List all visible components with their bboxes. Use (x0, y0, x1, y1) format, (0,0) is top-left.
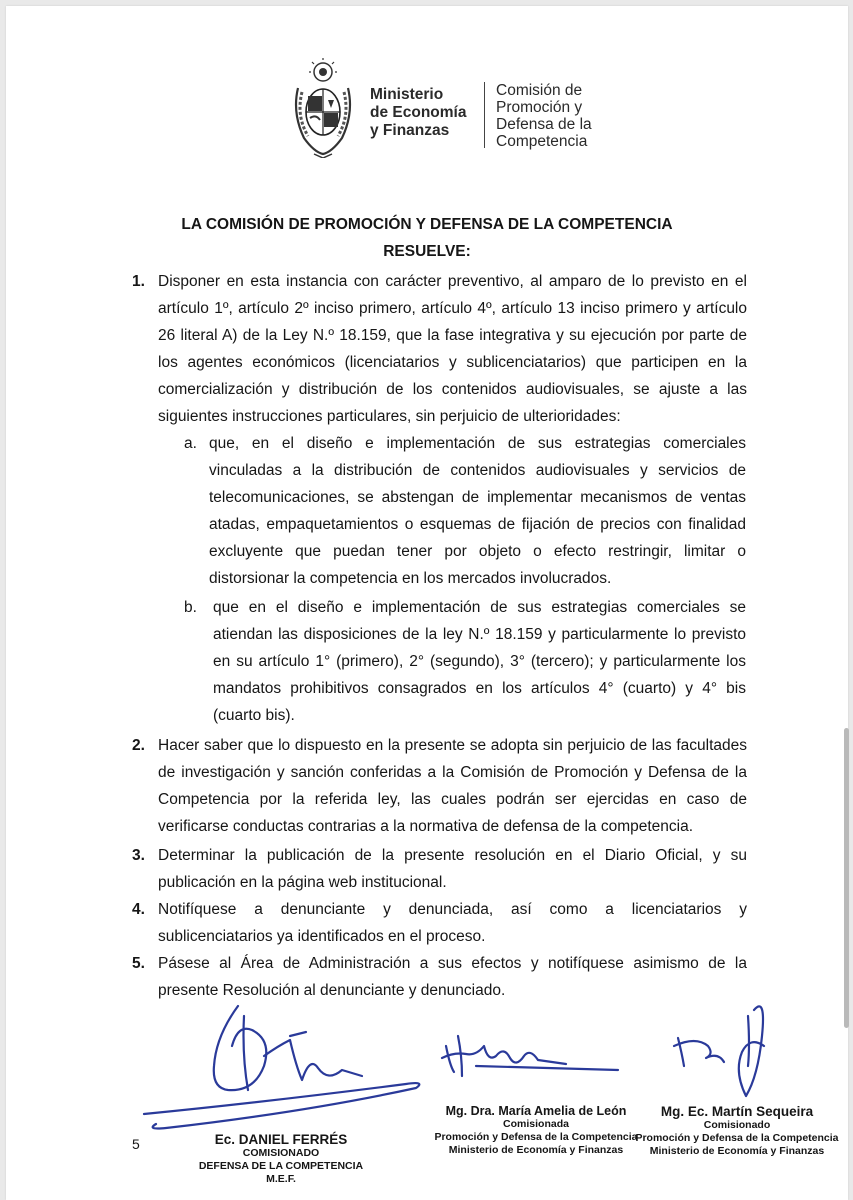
subitem-line: que en el diseño e implementación de sus estrategias comerciales se (213, 599, 746, 616)
signatory-role: DEFENSA DE LA COMPETENCIA (198, 1160, 364, 1172)
item-line: de investigación y sanción conferidas a la Comisión de Promoción y Defensa de la (158, 764, 747, 781)
signature-2-stroke (446, 1046, 454, 1072)
subitem-line: telecomunicaciones, se abstengan de implementar mecanismos de ventas (209, 489, 746, 506)
item-line: siguientes instrucciones particulares, sin perjuicio de ulterioridades: (158, 408, 621, 425)
item-number: 4. (132, 901, 145, 918)
signature-2-stroke (442, 1046, 566, 1064)
signature-3-stroke (678, 1038, 684, 1066)
signatory-role: Ministerio de Economía y Finanzas (649, 1145, 825, 1157)
signature-3-stroke (748, 1016, 749, 1066)
commission-name (496, 82, 592, 150)
signature-1-stroke (264, 1040, 362, 1080)
item-number: 2. (132, 737, 145, 754)
item-line: comercialización y distribución de los contenidos audiovisuales, se ajuste a las (158, 381, 747, 398)
signature-2-stroke (476, 1066, 618, 1070)
item-line: sublicenciatarios ya identificados en el proceso. (158, 928, 486, 945)
document-page (6, 6, 848, 1200)
signatory-name: Ec. DANIEL FERRÉS (214, 1132, 348, 1147)
subitem-line: atadas, empaquetamientos o esquemas de fijación de precios con finalidad (209, 516, 746, 533)
signatory-role: COMISIONADO (242, 1147, 320, 1159)
signatory-name: Mg. Dra. María Amelia de León (445, 1104, 627, 1118)
signature-1-stroke (290, 1032, 306, 1036)
subitem-line: vinculadas a la distribución de contenidos audiovisuales y servicios de (209, 462, 746, 479)
subitem-line: excluyente que puedan tener por objeto o efecto restringir, limitar o (209, 543, 746, 560)
subitem-line: que, en el diseño e implementación de sus estrategias comerciales (209, 435, 746, 452)
header-divider (484, 82, 485, 148)
item-line: Competencia por la referida ley, las cuales podrán ser ejercidas en caso de (158, 791, 747, 808)
item-line: Notifíquese a denunciante y denunciada, así como a licenciatarios y (158, 901, 747, 918)
item-line: verificarse conductas contrarias a la normativa de defensa de la competencia. (158, 818, 694, 835)
ministry-line: de Economía (370, 104, 467, 121)
signatory-role: Ministerio de Economía y Finanzas (448, 1144, 624, 1156)
signatory-role: Promoción y Defensa de la Competencia (635, 1132, 839, 1144)
commission-line: Comisión de (496, 82, 583, 99)
signatory-role: M.E.F. (266, 1173, 296, 1185)
subitem-letter: a. (184, 435, 197, 452)
ministry-line: y Finanzas (370, 122, 450, 139)
signatory-role: Promoción y Defensa de la Competencia (434, 1131, 638, 1143)
commission-line: Promoción y (496, 99, 583, 116)
signatory-name: Mg. Ec. Martín Sequeira (660, 1104, 814, 1119)
resolution-heading: LA COMISIÓN DE PROMOCIÓN Y DEFENSA DE LA COMPETENCIA (181, 216, 673, 233)
item-line: presente Resolución al denunciante y denunciado. (158, 982, 506, 999)
signature-1-stroke (214, 1006, 267, 1090)
item-line: Determinar la publicación de la presente resolución en el Diario Oficial, y su (158, 847, 747, 864)
signature-1-stroke (244, 1016, 249, 1090)
subitem-line: en su artículo 1° (primero), 2° (segundo), 3° (tercero); y particularmente los (213, 653, 746, 670)
signature-1-stroke (144, 1083, 419, 1128)
resolves-heading: RESUELVE: (383, 243, 471, 260)
page-number: 5 (132, 1136, 140, 1152)
signatory-role: Comisionada (503, 1118, 569, 1130)
item-line: 26 literal A) de la Ley N.º 18.159, que la fase integrativa y su ejecución por parte de (158, 327, 747, 344)
ministry-name (370, 86, 466, 140)
scrollbar[interactable] (844, 728, 849, 1028)
item-number: 3. (132, 847, 145, 864)
item-number: 1. (132, 273, 145, 290)
item-line: publicación en la página web institucional. (158, 874, 447, 891)
signature-block-3 (634, 1104, 840, 1158)
subitem-line: (cuarto bis). (213, 707, 295, 724)
subitem-line: mandatos prohibitivos consagrados en los artículos 4° (cuarto) y 4° bis (213, 680, 746, 697)
commission-line: Competencia (496, 133, 588, 150)
signature-2-stroke (458, 1036, 462, 1076)
item-number: 5. (132, 955, 145, 972)
signatory-role: Comisionado (703, 1119, 771, 1131)
item-line: Disponer en esta instancia con carácter preventivo, al amparo de lo previsto en el (158, 273, 747, 290)
item-line: artículo 1º, artículo 2º inciso primero, artículo 4º, artículo 13 inciso primero y artículo (158, 300, 747, 317)
letterhead (284, 58, 624, 168)
signature-3-stroke (674, 1041, 724, 1062)
subitem-line: distorsionar la competencia en los mercados involucrados. (209, 570, 612, 587)
subitem-line: atiendan las disposiciones de la ley N.º 18.159 y particularmente lo previsto (213, 626, 746, 643)
item-line: Pásese al Área de Administración a sus efectos y notifíquese asimismo de la (158, 955, 747, 972)
signature-3-stroke (739, 1006, 764, 1096)
item-line: los agentes económicos (licenciatarios y sublicenciatarios) que participen en la (158, 354, 747, 371)
ministry-line: Ministerio (370, 86, 444, 103)
signature-block-1 (181, 1132, 381, 1186)
coat-of-arms-icon (284, 58, 362, 158)
item-line: Hacer saber que lo dispuesto en la presente se adopta sin perjuicio de las facultades (158, 737, 747, 754)
signature-block-2 (426, 1104, 646, 1157)
commission-line: Defensa de la (496, 116, 592, 133)
subitem-letter: b. (184, 599, 197, 616)
